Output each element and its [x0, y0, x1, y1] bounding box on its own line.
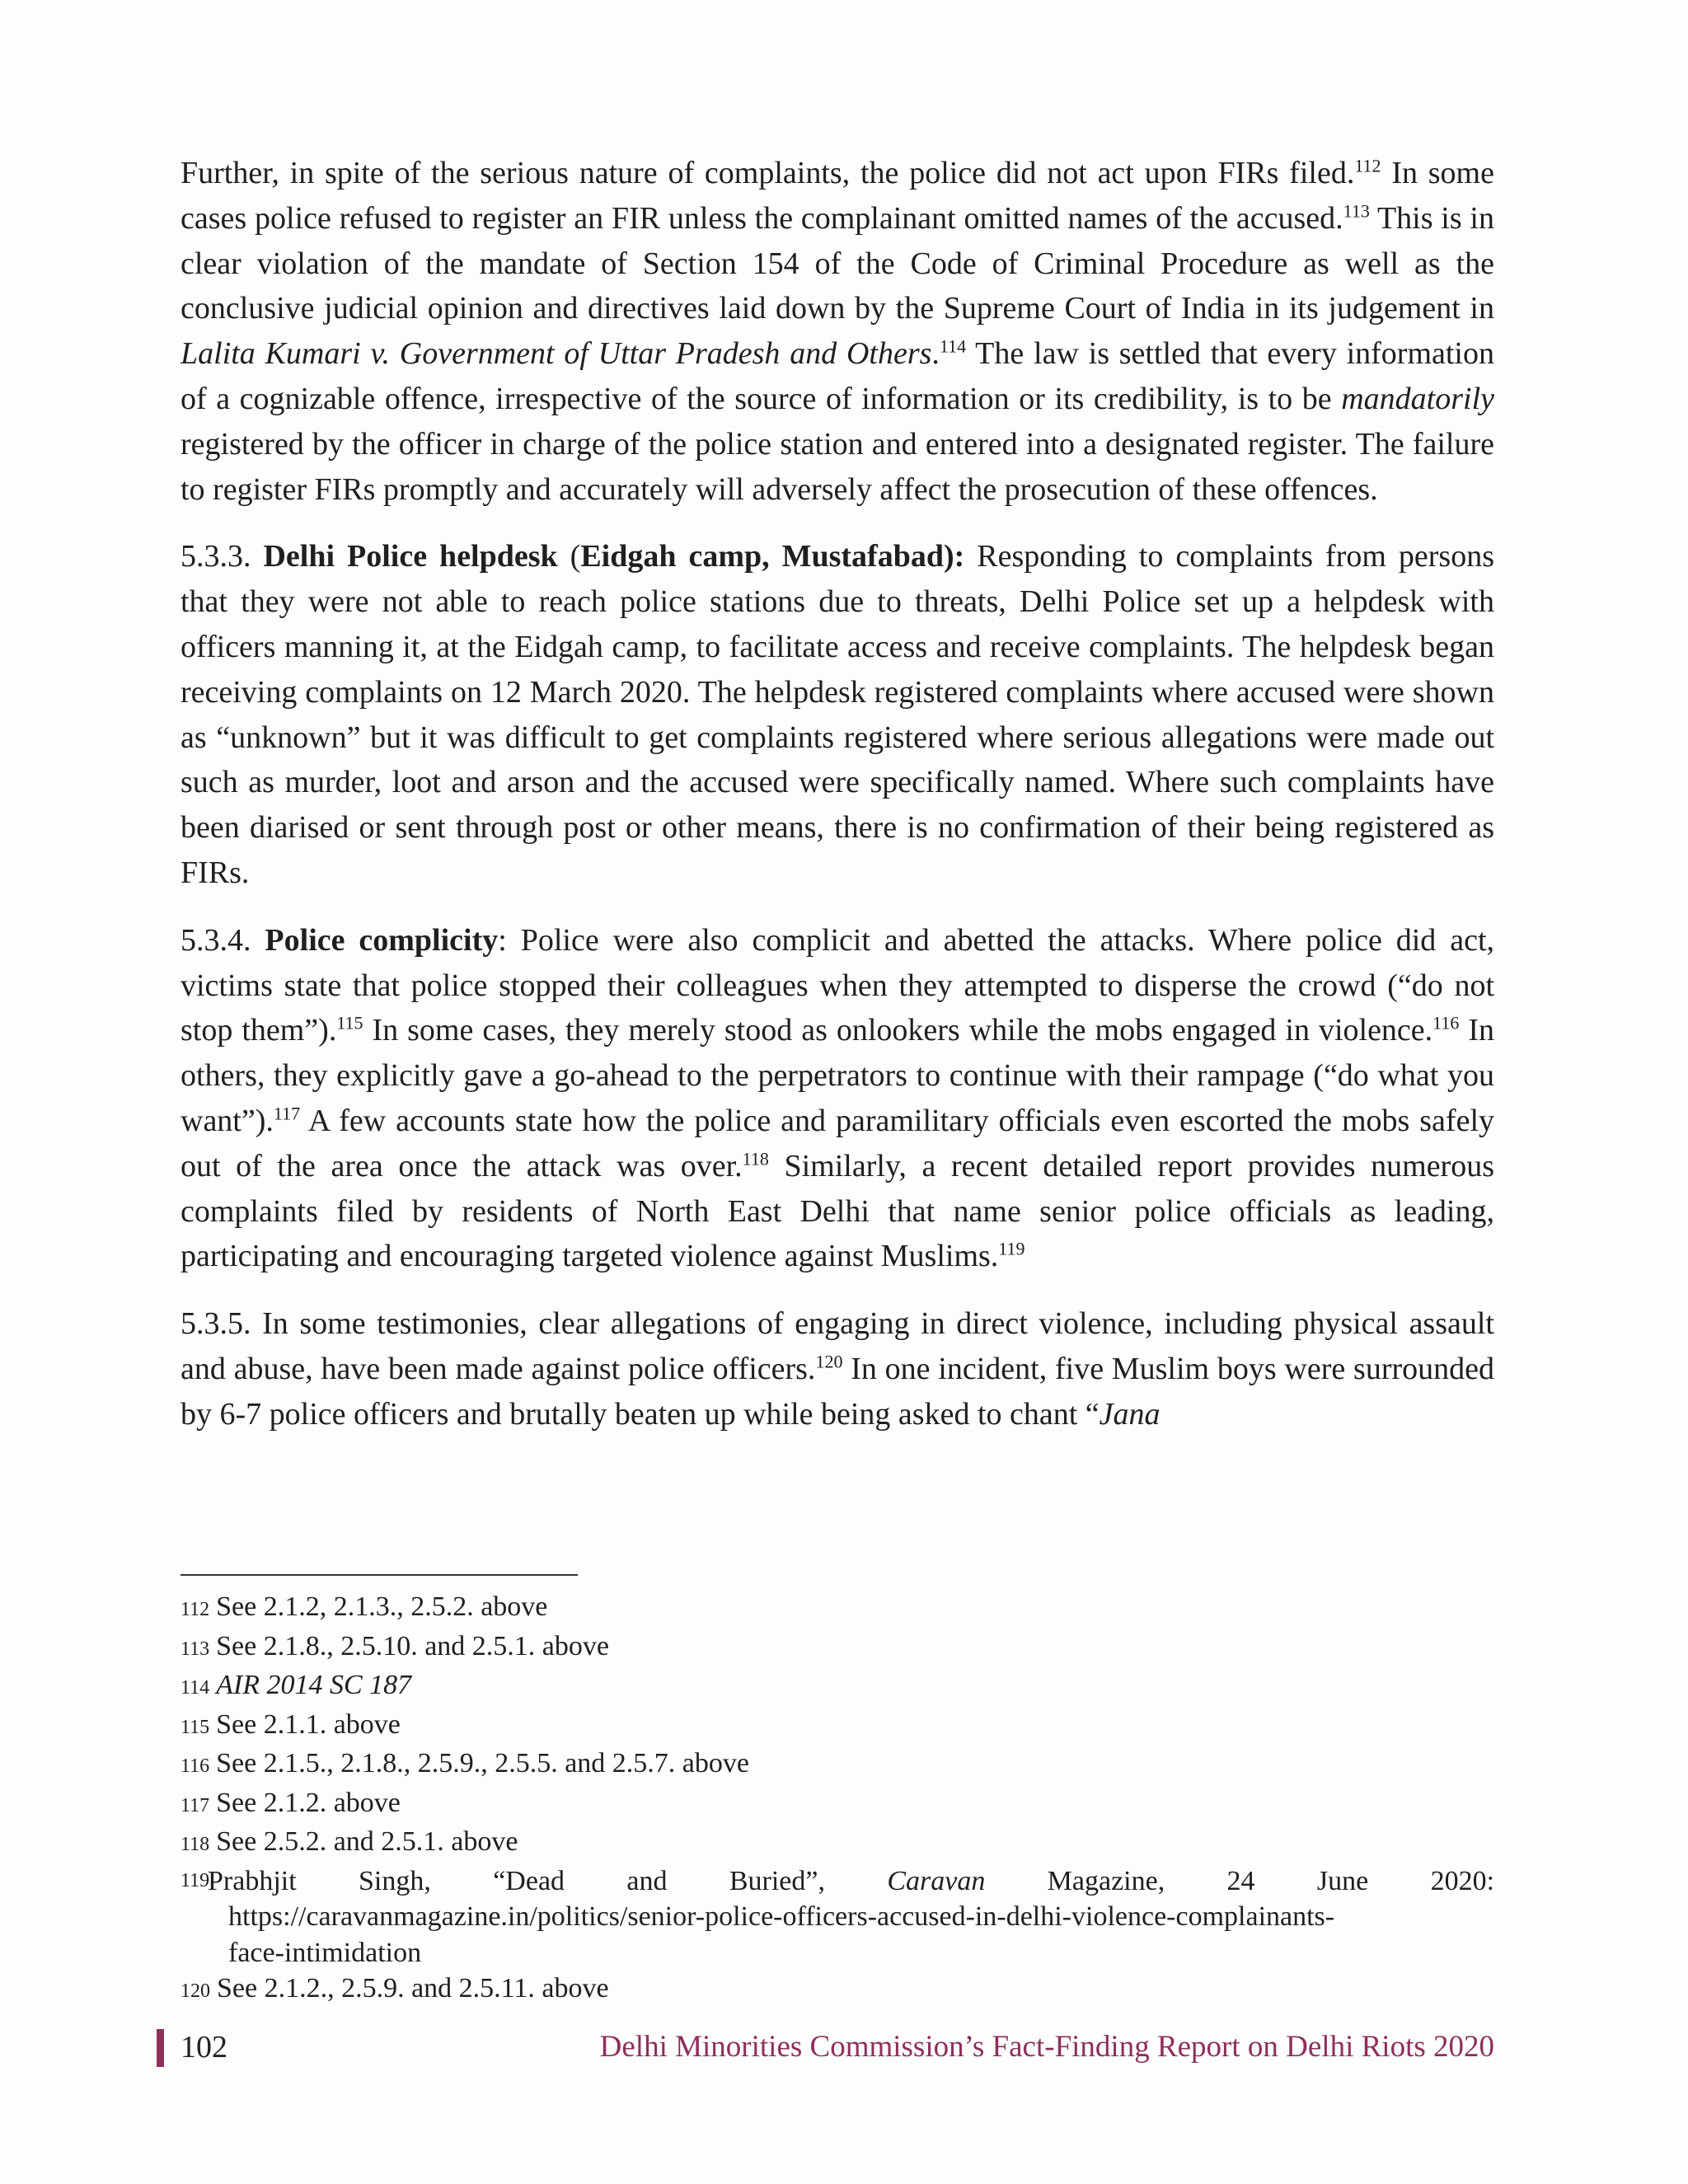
footnote-ref[interactable]: 117 [273, 1103, 301, 1124]
footnote-text: See 2.1.2, 2.1.3., 2.5.2. above [216, 1591, 548, 1622]
footnote-url[interactable] [228, 1899, 1494, 1971]
text-run: : Police were also complicit and abetted the attacks. Where police did act, victims state that police stopped their colleagues when they attempted to disperse the crowd (“do not stop them”). [181, 922, 1495, 1048]
footnote-text: See 2.1.2. above [216, 1787, 401, 1818]
paragraph-5-3-3 [181, 534, 1494, 895]
footnote-text: Prabhjit Singh, “Dead and Buried”, [208, 1865, 888, 1896]
footnote-ref[interactable]: 120 [815, 1351, 843, 1372]
text-run: In others, they explicitly gave a go-ahead to the perpetrators to continue with their rampage (“do what you want”). [181, 1013, 1494, 1138]
footnote-number: 112 [181, 1599, 210, 1620]
footnote-number: 114 [181, 1677, 210, 1699]
footnote-number: 115 [181, 1716, 210, 1738]
footnote-115 [181, 1707, 1494, 1746]
footnote-text: See 2.1.1. above [216, 1708, 401, 1740]
paragraph-5-3-5 [181, 1301, 1494, 1436]
text-run: ( [557, 539, 581, 574]
footnote-114 [181, 1667, 1494, 1707]
text-run: In one incident, five Muslim boys were surrounded by 6-7 police officers and brutally beaten up while being asked to chant “ [181, 1351, 1494, 1432]
text-run: . [931, 336, 940, 372]
footnote-number: 119 [181, 1869, 210, 1891]
footnote-ref[interactable]: 113 [1343, 200, 1370, 222]
footnote-text: See 2.1.5., 2.1.8., 2.5.9., 2.5.5. and 2.5.7. above [216, 1748, 749, 1779]
footnote-ref[interactable]: 116 [1432, 1012, 1460, 1033]
running-title: Delhi Minorities Commission’s Fact-Finding Report on Delhi Riots 2020 [599, 2030, 1494, 2064]
footnote-text-line [208, 1863, 1494, 1900]
emphasis: mandatorily [1341, 381, 1494, 416]
section-heading: Police complicity [265, 922, 499, 958]
paragraph-fir-registration [181, 151, 1494, 512]
publication-name: Caravan [887, 1865, 986, 1896]
text-run: In some cases, they merely stood as onlookers while the mobs engaged in violence. [363, 1013, 1433, 1048]
footnote-ref[interactable]: 115 [336, 1012, 363, 1033]
footnote-number: 116 [181, 1755, 210, 1777]
footnote-number: 120 [181, 1980, 210, 2002]
text-run: 5.3.5. In some testimonies, clear allegations of engaging in direct violence, including physical assault and abuse, have been made against police officers. [181, 1306, 1494, 1386]
text-run: Further, in spite of the serious nature of complaints, the police did not act upon FIRs filed. [181, 156, 1355, 190]
section-number: 5.3.3. [181, 539, 264, 574]
text-run: In some cases police refused to register an FIR unless the complainant omitted names of the accused. [181, 156, 1494, 236]
footnote-text: See 2.5.2. and 2.5.1. above [216, 1826, 518, 1857]
url-part[interactable]: face-intimidation [228, 1937, 422, 1968]
url-part[interactable]: https://caravanmagazine.in/politics/senior-police-officers-accused-in-delhi-violence-complainants- [228, 1901, 1335, 1932]
section-number: 5.3.4. [181, 922, 265, 958]
text-run: A few accounts state how the police and paramilitary officials even escorted the mobs safely out of the area once the attack was over. [181, 1103, 1494, 1183]
emphasis: Jana [1099, 1396, 1160, 1432]
footnote-ref[interactable]: 119 [998, 1238, 1025, 1259]
footnote-separator [181, 1574, 578, 1576]
footnote-ref[interactable]: 114 [939, 335, 967, 357]
footer-accent-bar [157, 2029, 164, 2067]
text-run: Similarly, a recent detailed report provides numerous complaints filed by residents of North East Delhi that name senior police officials as leading, participating and encouraging targeted violence against Muslims. [181, 1148, 1494, 1274]
paragraph-5-3-4 [181, 918, 1494, 1279]
footnote-119 [181, 1863, 1494, 1971]
section-heading-location: Eidgah camp, Mustafabad [580, 539, 944, 574]
footnote-text: AIR 2014 SC 187 [216, 1670, 412, 1700]
footnote-120 [181, 1971, 1494, 2010]
text-run: registered by the officer in charge of the police station and entered into a designated register. The failure to register FIRs promptly and accurately will adversely affect the prosecution of these offences. [181, 426, 1494, 507]
footnote-text: See 2.1.8., 2.5.10. and 2.5.1. above [216, 1630, 609, 1661]
footnote-ref[interactable]: 112 [1354, 155, 1381, 176]
footnote-117 [181, 1785, 1494, 1825]
text-run: This is in clear violation of the mandate of Section 154 of the Code of Criminal Procedure as well as the conclusive judicial opinion and directives laid down by the Supreme Court of India in its judgement in [181, 200, 1494, 326]
section-heading: Delhi Police helpdesk [263, 539, 558, 574]
footnote-text: Magazine, 24 June 2020: [985, 1865, 1495, 1896]
footnote-ref[interactable]: 118 [742, 1148, 769, 1169]
footnotes [181, 1589, 1494, 2010]
main-text [181, 151, 1494, 1460]
footnote-text: See 2.1.2., 2.5.9. and 2.5.11. above [217, 1973, 609, 2004]
page-number: 102 [181, 2030, 227, 2064]
footnote-113 [181, 1629, 1494, 1668]
case-citation: Lalita Kumari v. Government of Uttar Pradesh and Others [181, 336, 932, 372]
text-run: ): [943, 539, 965, 574]
footnote-112 [181, 1589, 1494, 1629]
footnote-116 [181, 1746, 1494, 1785]
footnote-number: 113 [181, 1638, 210, 1660]
footnote-number: 118 [181, 1834, 210, 1855]
footnote-number: 117 [181, 1794, 210, 1816]
text-run: Responding to complaints from persons that they were not able to reach police stations due to threats, Delhi Police set up a helpdesk with officers manning it, at the Eidgah camp, to facilitate access and receive complaints. The helpdesk began receiving complaints on 12 March 2020. The helpdesk registered complaints where accused were shown as “unknown” but it was difficult to get complaints registered where serious allegations were made out such as murder, loot and arson and the accused were specifically named. Where such complaints have been diarised or sent through post or other means, there is no confirmation of their being registered as FIRs. [181, 539, 1494, 890]
footnote-118 [181, 1824, 1494, 1863]
text-run: The law is settled that every information of a cognizable offence, irrespective of the source of information or its credibility, is to be [181, 336, 1494, 416]
